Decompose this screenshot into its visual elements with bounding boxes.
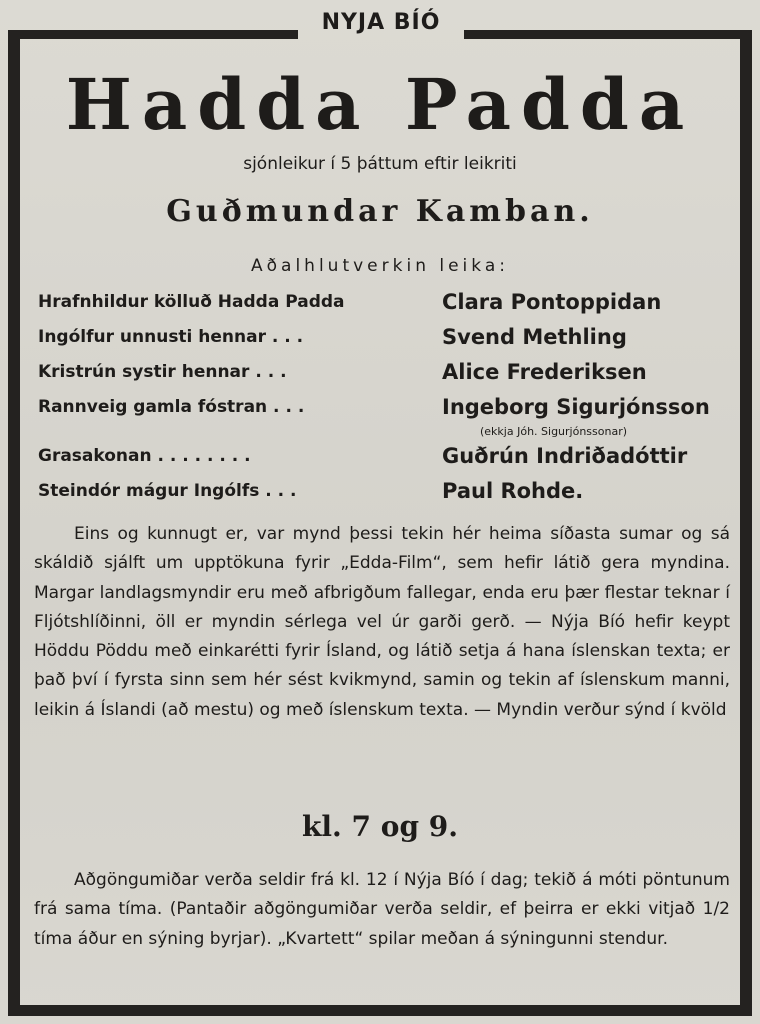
actor-note: (ekkja Jóh. Sigurjónssonar) — [480, 425, 628, 438]
description-paragraph: Eins og kunnugt er, var mynd þessi tekin hér heima síðasta sumar og sá skáldið sjálft um upptökuna fyrir „Edda-Film“, sem hefir látið gera myndina. Margar landlagsmyndir eru með afbrigðum fallegar, enda eru þær flestar teknar í Fljótshlíðinni, öll er myndin sérlega vel úr garði gerð. — Nýja Bíó hefir keypt Höddu Pöddu með einkarétti fyrir Ísland, og látið setja á hana íslenskan texta; er það því í fyrsta sinn sem hér sést kvikmynd, samin og tekin af íslenskum manni, leikin á Íslandi (að mestu) og með íslenskum texta. — Myndin verður sýnd í kvöld — [34, 524, 730, 720]
cast-role: Grasakonan . . . . . . . . — [38, 446, 251, 466]
cast-actor: Paul Rohde. — [442, 479, 584, 503]
cast-row — [38, 292, 738, 322]
cinema-name: NYJA BÍÓ — [321, 10, 441, 35]
cast-actor: Ingeborg Sigurjónsson — [442, 395, 710, 419]
cast-row — [38, 327, 738, 357]
cast-role: Rannveig gamla fóstran . . . — [38, 397, 305, 417]
cast-actor: Alice Frederiksen — [442, 360, 647, 384]
frame-border-left — [8, 30, 20, 1016]
cast-heading: Aðalhlutverkin leika: — [251, 256, 509, 276]
cast-role: Kristrún systir hennar . . . — [38, 362, 287, 382]
film-subtitle: sjónleikur í 5 þáttum eftir leikriti — [243, 154, 517, 174]
cast-role: Ingólfur unnusti hennar . . . — [38, 327, 304, 347]
frame-border-right — [740, 30, 752, 1016]
cast-actor: Svend Methling — [442, 325, 627, 349]
cast-role: Steindór mágur Ingólfs . . . — [38, 481, 297, 501]
cast-row — [38, 362, 738, 392]
frame-border-top-right — [464, 30, 750, 39]
cast-actor: Clara Pontoppidan — [442, 290, 662, 314]
cast-role: Hrafnhildur kölluð Hadda Padda — [38, 292, 345, 312]
author-name: Guðmundar Kamban. — [166, 194, 594, 229]
cast-row — [38, 446, 738, 476]
cast-row — [38, 481, 738, 511]
cast-actor: Guðrún Indriðadóttir — [442, 444, 688, 468]
frame-border-top-left — [8, 30, 298, 39]
showtime: kl. 7 og 9. — [302, 810, 458, 843]
ticket-info-paragraph: Aðgöngumiðar verða seldir frá kl. 12 í Nýja Bíó í dag; tekið á móti pöntunum frá sama tíma. (Pantaðir aðgöngumiðar verða seldir, ef þeirra er ekki vitjað 1/2 tíma áður en sýning byrjar). „Kvartett“ spilar meðan á sýningunni stendur. — [34, 870, 730, 949]
film-title: Hadda Padda — [65, 63, 695, 146]
cast-row — [38, 397, 738, 427]
frame-border-bottom — [8, 1005, 752, 1016]
